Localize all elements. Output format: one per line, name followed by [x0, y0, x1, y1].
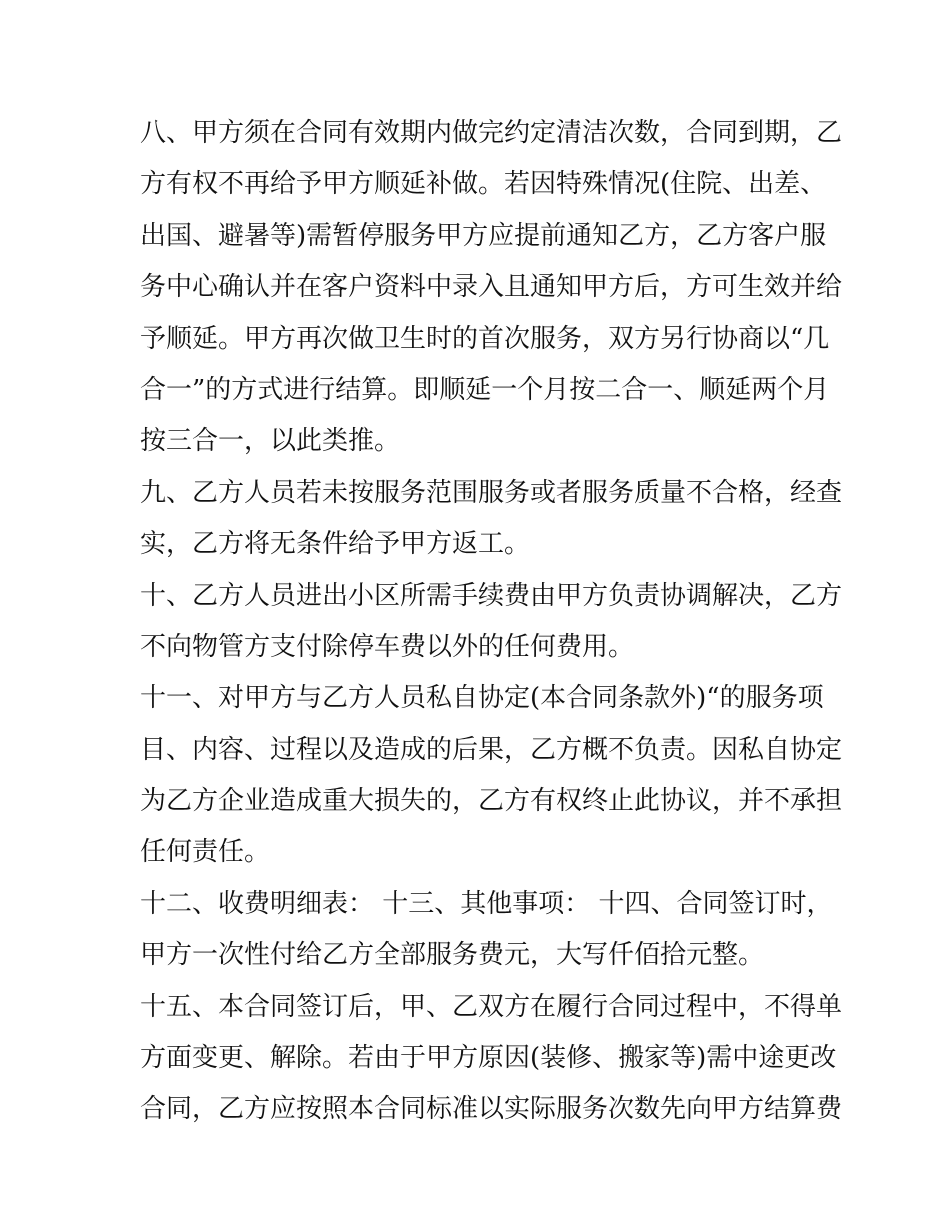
text-line: 十、乙方人员进出小区所需手续费由甲方负责协调解决，乙方 [140, 580, 843, 611]
text-line: 九、乙方人员若未按服务范围服务或者服务质量不合格，经查 [140, 477, 843, 508]
text-line: 不向物管方支付除停车费以外的任何费用。 [140, 631, 635, 662]
text-line: 方有权不再给予甲方顺延补做。若因特殊情况(住院、出差、 [140, 169, 827, 200]
text-line: 八、甲方须在合同有效期内做完约定清洁次数，合同到期，乙 [140, 118, 843, 148]
text-line: 合同，乙方应按照本合同标准以实际服务次数先向甲方结算费 [140, 1094, 843, 1125]
text-line: 按三合一，以此类推。 [140, 426, 401, 457]
text-line: 合一”的方式进行结算。即顺延一个月按二合一、顺延两个月 [140, 374, 830, 405]
text-line: 实，乙方将无条件给予甲方返工。 [140, 529, 531, 560]
text-line: 出国、避暑等)需暂停服务甲方应提前通知乙方，乙方客户服 [140, 220, 827, 251]
text-line: 务中心确认并在客户资料中录入且通知甲方后，方可生效并给 [140, 272, 843, 303]
text-line: 方面变更、解除。若由于甲方原因(装修、搬家等)需中途更改 [140, 1043, 837, 1074]
text-line: 为乙方企业造成重大损失的，乙方有权终止此协议，并不承担 [140, 786, 843, 817]
text-line: 十五、本合同签订后，甲、乙双方在履行合同过程中，不得单 [140, 991, 843, 1022]
text-line: 予顺延。甲方再次做卫生时的首次服务，双方另行协商以“几 [140, 323, 830, 354]
text-line: 十一、对甲方与乙方人员私自协定(本合同条款外)“的服务项 [140, 683, 824, 714]
text-line: 甲方一次性付给乙方全部服务费元，大写仟佰拾元整。 [140, 940, 765, 971]
text-line: 任何责任。 [140, 837, 271, 868]
text-line: 目、内容、过程以及造成的后果，乙方概不负责。因私自协定 [140, 734, 843, 765]
text-line: 十二、收费明细表： 十三、其他事项： 十四、合同签订时， [140, 888, 833, 919]
contract-text-body [140, 108, 843, 1136]
